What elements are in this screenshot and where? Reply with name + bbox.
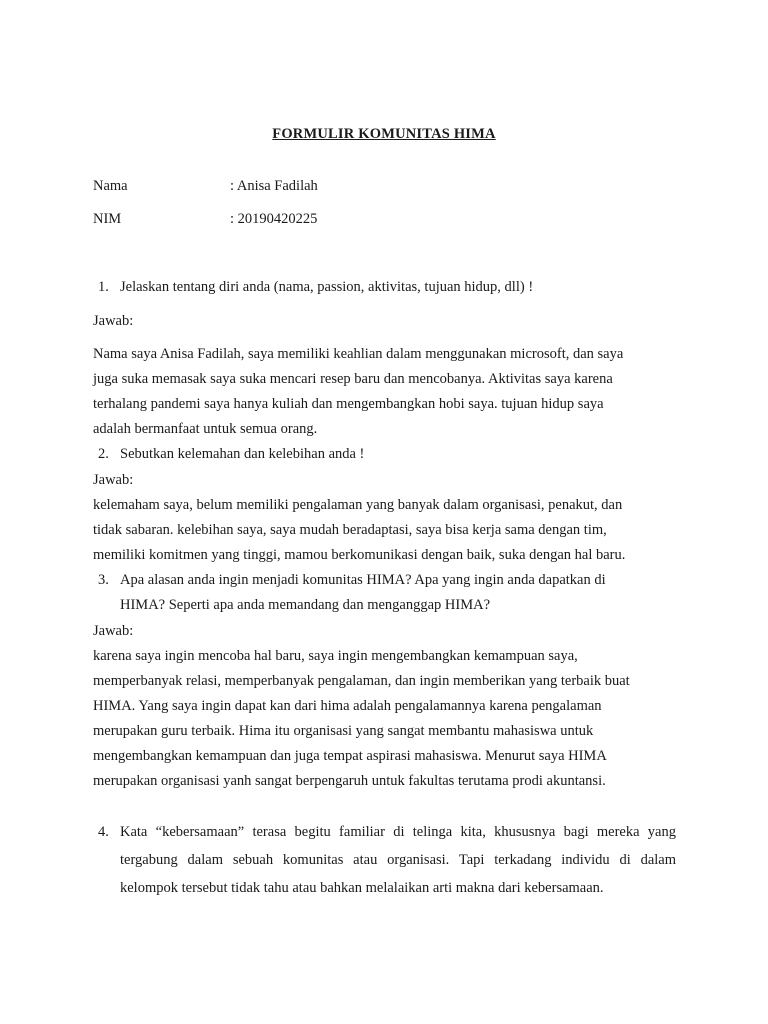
question-line: kelompok tersebut tidak tahu atau bahkan melalaikan arti makna dari kebersamaan. — [120, 880, 604, 896]
answer-line: merupakan organisasi yanh sangat berpengaruh untuk fakultas terutama prodi akuntansi. — [93, 773, 606, 789]
answer-line: merupakan guru terbaik. Hima itu organisasi yang sangat membantu mahasiswa untuk — [93, 723, 594, 739]
question-text — [120, 275, 660, 300]
nim-value: : 20190420225 — [230, 211, 318, 227]
question-line: Sebutkan kelemahan dan kelebihan anda ! — [120, 446, 365, 462]
question-number: 2. — [98, 446, 109, 462]
answer-line: mengembangkan kemampuan dan juga tempat aspirasi mahasiswa. Menurut saya HIMA — [93, 748, 607, 764]
question-line: Kata “kebersamaan” terasa begitu familiar di telinga kita, khususnya bagi mereka yang — [120, 824, 676, 840]
answer-line: HIMA. Yang saya ingin dapat kan dari hima adalah pengalamannya karena pengalaman — [93, 698, 602, 714]
question-number: 1. — [98, 279, 109, 295]
question-line: HIMA? Seperti apa anda memandang dan menganggap HIMA? — [120, 597, 491, 613]
question-line: Jelaskan tentang diri anda (nama, passion, aktivitas, tujuan hidup, dll) ! — [120, 279, 534, 295]
answer-3 — [93, 644, 683, 794]
answer-line: tidak sabaran. kelebihan saya, saya mudah beradaptasi, saya bisa kerja sama dengan tim, — [93, 522, 607, 538]
nama-value: : Anisa Fadilah — [230, 178, 318, 194]
question-text — [120, 818, 676, 902]
question-line: tergabung dalam sebuah komunitas atau organisasi. Tapi terkadang individu di dalam — [120, 852, 676, 868]
page-title: FORMULIR KOMUNITAS HIMA — [272, 126, 496, 142]
answer-line: memiliki komitmen yang tinggi, mamou berkomunikasi dengan baik, suka dengan hal baru. — [93, 547, 626, 563]
answer-line: Nama saya Anisa Fadilah, saya memiliki keahlian dalam menggunakan microsoft, dan saya — [93, 346, 624, 362]
answer-line: juga suka memasak saya suka mencari resep baru dan mencobanya. Aktivitas saya karena — [93, 371, 613, 387]
nama-label: Nama — [93, 178, 128, 194]
answer-line: adalah bermanfaat untuk semua orang. — [93, 421, 318, 437]
answer-line: kelemaham saya, belum memiliki pengalaman yang banyak dalam organisasi, penakut, dan — [93, 497, 623, 513]
answer-line: karena saya ingin mencoba hal baru, saya ingin mengembangkan kemampuan saya, — [93, 648, 578, 664]
jawab-label-2: Jawab: — [93, 472, 134, 488]
question-line: Apa alasan anda ingin menjadi komunitas HIMA? Apa yang ingin anda dapatkan di — [120, 572, 606, 588]
nim-label: NIM — [93, 211, 122, 227]
jawab-label-3: Jawab: — [93, 623, 134, 639]
answer-1 — [93, 342, 683, 442]
jawab-label-1: Jawab: — [93, 313, 134, 329]
question-text — [120, 568, 660, 618]
question-number: 3. — [98, 572, 109, 588]
answer-2 — [93, 493, 683, 568]
answer-line: memperbanyak relasi, memperbanyak pengalaman, dan ingin memberikan yang terbaik buat — [93, 673, 630, 689]
question-number: 4. — [98, 824, 109, 840]
answer-line: terhalang pandemi saya hanya kuliah dan mengembangkan hobi saya. tujuan hidup saya — [93, 396, 604, 412]
question-text — [120, 442, 660, 467]
